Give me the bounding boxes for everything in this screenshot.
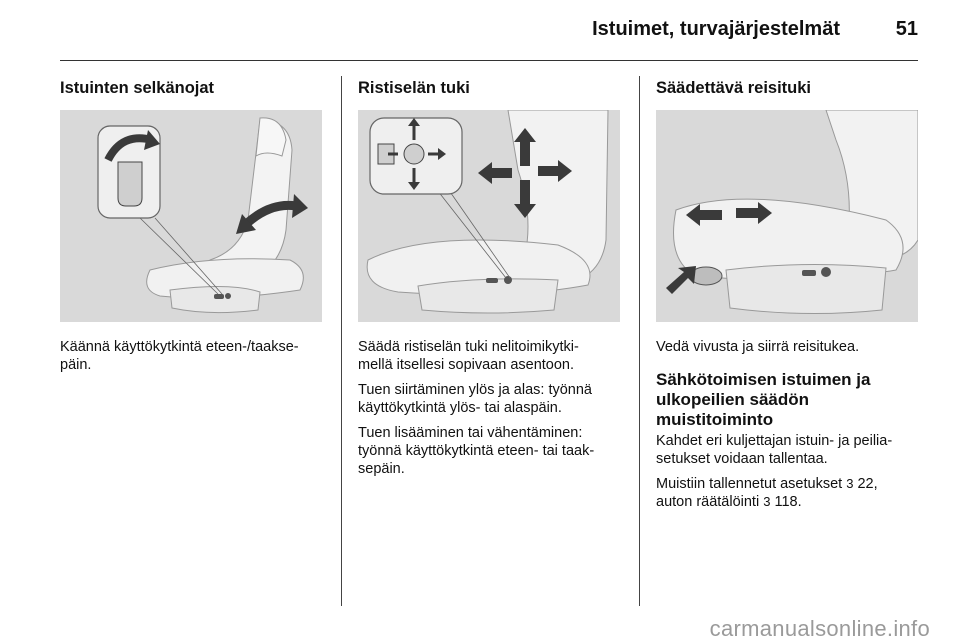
section-heading: Säädettävä reisituki (656, 79, 811, 97)
paragraph: Kahdet eri kuljettajan istuin- ja peilia- setukset voidaan tallentaa. (656, 433, 893, 467)
header-rule (60, 60, 918, 61)
watermark: carmanualsonline.info (709, 616, 930, 641)
paragraph: Tuen siirtäminen ylös ja alas: työnnä käyttökytkintä ylös- tai alaspäin. (358, 382, 592, 416)
paragraph: Vedä vivusta ja siirrä reisitukea. (656, 339, 860, 355)
section-text (60, 338, 330, 374)
text-segment: Muistiin tallennetut asetukset (656, 476, 847, 492)
thigh-support-illustration (656, 110, 918, 322)
column-thigh-support (656, 78, 926, 518)
memory-function-text (656, 432, 926, 511)
page-reference[interactable]: 118. (774, 494, 802, 510)
memory-function-heading: Sähkötoimisen istuimen ja ulkopeilien säädön muistitoiminto (656, 370, 871, 429)
lumbar-support-illustration (358, 110, 620, 322)
paragraph: Käännä käyttökytkintä eteen-/taakse- päin. (60, 339, 299, 373)
column-divider (341, 76, 342, 606)
page-reference-icon: 3 (846, 476, 854, 491)
column-seat-backrest (60, 78, 330, 381)
seat-backrest-illustration (60, 110, 322, 322)
seat-backrest-image (60, 110, 322, 322)
section-text (656, 338, 926, 356)
thigh-support-image (656, 110, 918, 322)
column-divider (639, 76, 640, 606)
paragraph-with-references (656, 475, 926, 511)
section-heading: Ristiselän tuki (358, 79, 470, 97)
section-heading: Istuinten selkänojat (60, 79, 215, 97)
lumbar-support-image (358, 110, 620, 322)
text-segment: auton räätälöinti (656, 494, 760, 510)
section-text (358, 338, 628, 478)
header-title: Istuimet, turvajärjestelmät (592, 18, 840, 40)
page-reference[interactable]: 22, (857, 476, 878, 492)
page-number: 51 (895, 18, 918, 40)
paragraph: Säädä ristiselän tuki nelitoimikytki- mellä itsellesi sopivaan asentoon. (358, 339, 579, 373)
column-lumbar-support (358, 78, 628, 485)
page-reference-icon: 3 (763, 494, 771, 509)
paragraph: Tuen lisääminen tai vähentäminen: työnnä käyttökytkintä eteen- tai taak- sepäin. (358, 425, 595, 477)
